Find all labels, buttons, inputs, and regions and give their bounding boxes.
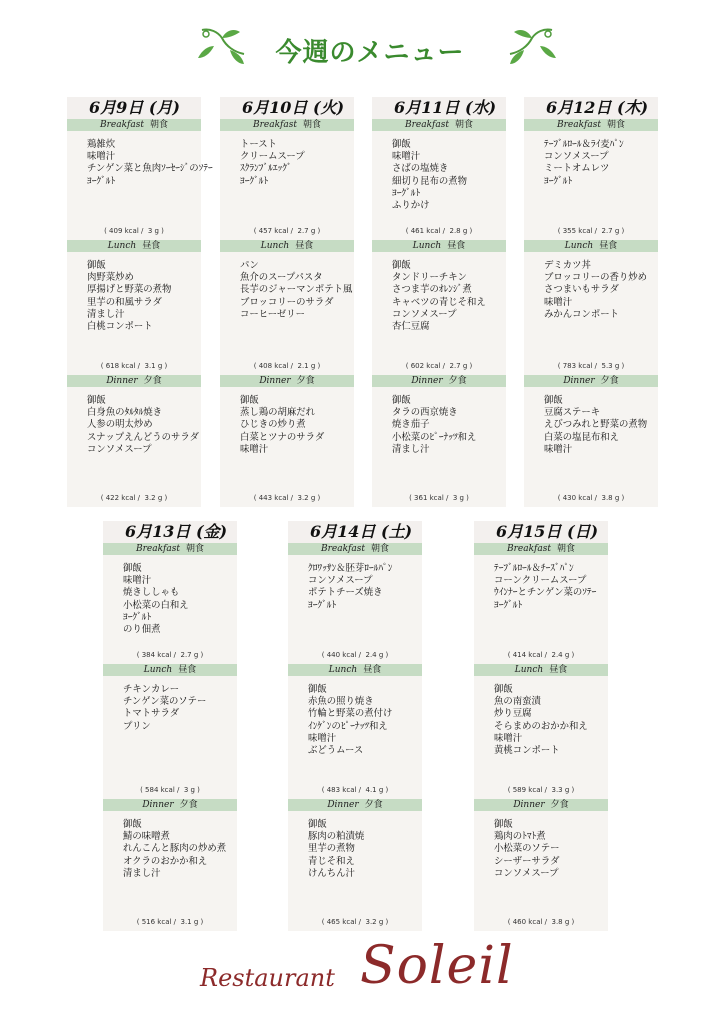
meal-header-lunch xyxy=(372,240,506,252)
salt-value: 3.2 g xyxy=(365,917,384,926)
meal-name-en: Lunch xyxy=(328,665,358,675)
menu-item: 白桃コンポート xyxy=(87,321,153,333)
menu-item: 炒り豆腐 xyxy=(494,708,532,720)
menu-item: ﾖｰｸﾞﾙﾄ xyxy=(123,611,152,623)
meal-name-en: Dinner xyxy=(142,800,174,810)
salt-value: 2.7 g xyxy=(180,650,199,659)
nutrition-info: ( 422 kcal / 3.2 g ) xyxy=(100,493,168,502)
menu-item: 御飯 xyxy=(123,819,142,830)
page-title: 今週のメニュー xyxy=(275,38,465,68)
day-column xyxy=(372,97,506,507)
kcal-value: 409 kcal xyxy=(109,226,139,235)
nutrition-info: ( 465 kcal / 3.2 g ) xyxy=(321,917,389,926)
meal-header-lunch xyxy=(67,240,201,252)
meal-name-en: Breakfast xyxy=(506,544,551,554)
menu-item: 長芋のジャーマンポテト風 xyxy=(240,284,353,296)
menu-item: 味噌汁 xyxy=(123,575,152,587)
meal-body-lunch xyxy=(67,252,201,375)
menu-item: 清まし汁 xyxy=(392,443,430,455)
nutrition-info: ( 460 kcal / 3.8 g ) xyxy=(507,917,575,926)
menu-item: デミカツ丼 xyxy=(544,260,591,271)
menu-item: コンソメスープ xyxy=(392,308,457,320)
day-column xyxy=(524,97,658,507)
meal-body-dinner xyxy=(103,811,237,931)
meal-name-ja: 朝食 xyxy=(606,120,625,130)
menu-item: コーンクリームスープ xyxy=(494,575,587,587)
salt-value: 2.4 g xyxy=(551,650,570,659)
menu-item: 御飯 xyxy=(494,684,513,695)
kcal-value: 355 kcal xyxy=(562,226,593,235)
nutrition-info: ( 584 kcal / 3 g ) xyxy=(140,785,200,794)
meal-header-dinner xyxy=(474,799,608,811)
menu-item: ﾖｰｸﾞﾙﾄ xyxy=(240,175,269,187)
nutrition-info: ( 443 kcal / 3.2 g ) xyxy=(253,493,321,502)
menu-item: 赤魚の照り焼き xyxy=(308,696,374,708)
kcal-value: 461 kcal xyxy=(410,226,441,235)
menu-item: 豆腐ステーキ xyxy=(544,407,601,419)
kcal-value: 589 kcal xyxy=(512,785,543,794)
meal-body-dinner xyxy=(474,811,608,931)
menu-item: コンソメスープ xyxy=(308,575,373,587)
day-date: 6月14日 (土) xyxy=(288,521,422,543)
restaurant-logo xyxy=(0,930,724,1010)
meal-name-en: Dinner xyxy=(513,800,545,810)
salt-value: 4.1 g xyxy=(365,785,384,794)
meal-body-breakfast xyxy=(524,131,658,240)
menu-item: 小松菜の白和え xyxy=(123,599,189,611)
title-area xyxy=(0,22,724,82)
nutrition-info: ( 355 kcal / 2.7 g ) xyxy=(557,226,625,235)
meal-body-dinner xyxy=(524,387,658,507)
menu-item: 清まし汁 xyxy=(123,867,161,879)
menu-item: 御飯 xyxy=(87,260,106,271)
menu-item: ブロッコリーの香り炒め xyxy=(544,272,647,284)
meal-body-breakfast xyxy=(67,131,213,240)
menu-item: 里芋の和風サラダ xyxy=(87,296,162,308)
meal-name-en: Lunch xyxy=(107,241,137,251)
salt-value: 2.4 g xyxy=(365,650,384,659)
menu-item: シーザーサラダ xyxy=(494,855,560,867)
meal-body-lunch xyxy=(372,252,506,375)
menu-item: 味噌汁 xyxy=(544,443,573,455)
salt-value: 3.2 g xyxy=(144,493,163,502)
day-column xyxy=(288,521,422,931)
salt-value: 3.3 g xyxy=(551,785,570,794)
meal-header-lunch xyxy=(524,240,658,252)
menu-item: トマトサラダ xyxy=(123,708,180,720)
meal-header-dinner xyxy=(220,375,354,387)
meal-body-breakfast xyxy=(288,555,422,664)
meal-name-en: Lunch xyxy=(564,241,594,251)
meal-body-dinner xyxy=(288,811,422,931)
menu-item: 細切り昆布の煮物 xyxy=(392,175,468,187)
meal-name-en: Breakfast xyxy=(404,120,449,130)
menu-item: 鯖の味噌煮 xyxy=(123,831,170,843)
menu-item: 蒸し鶏の胡麻だれ xyxy=(240,407,316,419)
restaurant-name: Soleil xyxy=(360,936,514,996)
meal-header-breakfast xyxy=(524,119,658,131)
meal-body-lunch xyxy=(474,676,608,799)
meal-name-en: Breakfast xyxy=(320,544,365,554)
menu-item: スナップえんどうのサラダ xyxy=(87,431,200,443)
meal-name-en: Lunch xyxy=(412,241,442,251)
day-date: 6月12日 (木) xyxy=(524,97,658,119)
meal-name-ja: 夕食 xyxy=(296,376,315,386)
salt-value: 3.1 g xyxy=(144,361,163,370)
meal-name-en: Breakfast xyxy=(135,544,180,554)
meal-name-ja: 夕食 xyxy=(143,376,162,386)
day-column xyxy=(220,97,354,507)
menu-item: 小松菜のﾋﾟｰﾅｯﾂ和え xyxy=(392,431,477,443)
menu-item: 豚肉の粕漬焼 xyxy=(308,831,365,843)
menu-item: 御飯 xyxy=(392,395,411,406)
meal-header-dinner xyxy=(372,375,506,387)
menu-item: 御飯 xyxy=(494,819,513,830)
leaf-ornament-icon xyxy=(196,24,246,70)
day-date: 6月11日 (水) xyxy=(372,97,506,119)
kcal-value: 457 kcal xyxy=(258,226,289,235)
nutrition-info: ( 408 kcal / 2.1 g ) xyxy=(253,361,321,370)
menu-item: ｸﾛﾜｯｻﾝ＆胚芽ﾛｰﾙﾊﾟﾝ xyxy=(308,563,393,574)
menu-item: 味噌汁 xyxy=(392,151,421,163)
menu-item: ﾖｰｸﾞﾙﾄ xyxy=(494,599,523,611)
menu-item: 御飯 xyxy=(87,395,106,406)
menu-item: 御飯 xyxy=(392,139,411,150)
day-column xyxy=(474,521,608,931)
kcal-value: 440 kcal xyxy=(326,650,357,659)
menu-item: プリン xyxy=(123,720,151,732)
salt-value: 3 g xyxy=(452,493,464,502)
menu-item: ﾖｰｸﾞﾙﾄ xyxy=(544,175,573,187)
menu-item: ｽｸﾗﾝﾌﾞﾙｴｯｸﾞ xyxy=(240,163,292,175)
day-column xyxy=(67,97,213,507)
menu-item: 清まし汁 xyxy=(87,308,125,320)
menu-item: けんちん汁 xyxy=(308,867,355,879)
menu-item: ぶどうムース xyxy=(308,745,364,757)
menu-item: ﾃｰﾌﾞﾙﾛｰﾙ＆ﾁｰｽﾞﾊﾟﾝ xyxy=(494,563,574,574)
menu-item: 里芋の煮物 xyxy=(308,843,355,855)
leaf-ornament-icon xyxy=(508,24,558,70)
meal-name-ja: 夕食 xyxy=(364,800,383,810)
menu-item: 御飯 xyxy=(544,395,563,406)
menu-item: 御飯 xyxy=(308,684,327,695)
meal-name-ja: 夕食 xyxy=(600,376,619,386)
salt-value: 5.3 g xyxy=(601,361,620,370)
meal-name-ja: 夕食 xyxy=(448,376,467,386)
menu-item: ｳｲﾝﾅｰとチンゲン菜のｿﾃｰ xyxy=(494,587,597,599)
nutrition-info: ( 602 kcal / 2.7 g ) xyxy=(405,361,473,370)
menu-item: ブロッコリーのサラダ xyxy=(240,296,334,308)
meal-name-ja: 昼食 xyxy=(295,241,314,251)
menu-item: チンゲン菜と魚肉ｿｰｾｰｼﾞのｿﾃｰ xyxy=(87,163,213,175)
menu-item: 白菜とツナのサラダ xyxy=(240,431,325,443)
menu-item: 味噌汁 xyxy=(87,151,116,163)
menu-item: 杏仁豆腐 xyxy=(392,321,430,333)
kcal-value: 618 kcal xyxy=(105,361,136,370)
meal-header-breakfast xyxy=(288,543,422,555)
restaurant-label: Restaurant xyxy=(200,964,335,992)
day-date: 6月9日 (月) xyxy=(67,97,201,119)
meal-body-dinner xyxy=(220,387,354,507)
meal-name-en: Dinner xyxy=(411,376,443,386)
menu-item: コンソメスープ xyxy=(544,151,609,163)
menu-item: 味噌汁 xyxy=(494,732,523,744)
menu-item: タラの西京焼き xyxy=(392,407,458,419)
menu-item: トースト xyxy=(240,139,278,150)
meal-name-en: Dinner xyxy=(106,376,138,386)
menu-item: 魚介のスープパスタ xyxy=(240,272,323,284)
menu-item: 鶏肉のﾄﾏﾄ煮 xyxy=(494,831,546,843)
meal-name-en: Breakfast xyxy=(99,120,144,130)
salt-value: 2.7 g xyxy=(297,226,316,235)
meal-name-ja: 朝食 xyxy=(185,544,204,554)
menu-item: ミートオムレツ xyxy=(544,163,610,175)
day-column xyxy=(103,521,237,931)
meal-name-ja: 夕食 xyxy=(550,800,569,810)
menu-item: オクラのおかか和え xyxy=(123,855,208,867)
menu-item: れんこんと豚肉の炒め煮 xyxy=(123,843,227,855)
menu-item: 青じそ和え xyxy=(308,855,355,867)
menu-item: ﾖｰｸﾞﾙﾄ xyxy=(308,599,337,611)
kcal-value: 516 kcal xyxy=(141,917,172,926)
kcal-value: 584 kcal xyxy=(145,785,175,794)
meal-name-en: Breakfast xyxy=(252,120,297,130)
day-date: 6月13日 (金) xyxy=(103,521,237,543)
menu-item: さばの塩焼き xyxy=(392,163,449,175)
meal-name-en: Lunch xyxy=(260,241,290,251)
menu-item: 御飯 xyxy=(123,563,142,574)
kcal-value: 602 kcal xyxy=(410,361,441,370)
meal-body-breakfast xyxy=(474,555,608,664)
meal-header-breakfast xyxy=(372,119,506,131)
meal-body-dinner xyxy=(372,387,506,507)
menu-item: 小松菜のソテー xyxy=(494,843,560,855)
meal-name-ja: 朝食 xyxy=(370,544,389,554)
menu-item: コーヒーゼリー xyxy=(240,308,306,320)
meal-header-breakfast xyxy=(220,119,354,131)
menu-item: ひじきの炒り煮 xyxy=(240,419,306,431)
menu-item: タンドリーチキン xyxy=(392,272,467,284)
nutrition-info: ( 430 kcal / 3.8 g ) xyxy=(557,493,625,502)
meal-name-ja: 朝食 xyxy=(149,120,168,130)
nutrition-info: ( 409 kcal / 3 g ) xyxy=(104,226,164,235)
kcal-value: 465 kcal xyxy=(326,917,357,926)
menu-item: チンゲン菜のソテー xyxy=(123,696,207,708)
menu-item: 味噌汁 xyxy=(544,296,573,308)
meal-name-ja: 昼食 xyxy=(549,665,568,675)
nutrition-info: ( 589 kcal / 3.3 g ) xyxy=(507,785,575,794)
meal-header-dinner xyxy=(67,375,201,387)
nutrition-info: ( 414 kcal / 2.4 g ) xyxy=(507,650,575,659)
nutrition-info: ( 516 kcal / 3.1 g ) xyxy=(136,917,204,926)
menu-item: 人参の明太炒め xyxy=(87,419,153,431)
salt-value: 3 g xyxy=(147,226,159,235)
salt-value: 2.7 g xyxy=(601,226,620,235)
meal-name-en: Lunch xyxy=(514,665,544,675)
menu-item: ポテトチーズ焼き xyxy=(308,587,383,599)
menu-item: 厚揚げと野菜の煮物 xyxy=(87,284,172,296)
meal-header-lunch xyxy=(474,664,608,676)
meal-name-ja: 昼食 xyxy=(178,665,197,675)
nutrition-info: ( 457 kcal / 2.7 g ) xyxy=(253,226,321,235)
meal-name-en: Dinner xyxy=(563,376,595,386)
kcal-value: 414 kcal xyxy=(512,650,543,659)
meal-header-breakfast xyxy=(103,543,237,555)
menu-item: パン xyxy=(240,260,259,271)
menu-item: そらまめのおかか和え xyxy=(494,720,588,732)
meal-body-breakfast xyxy=(103,555,237,664)
meal-name-en: Dinner xyxy=(259,376,291,386)
nutrition-info: ( 783 kcal / 5.3 g ) xyxy=(557,361,625,370)
menu-item: さつまいもサラダ xyxy=(544,284,619,296)
meal-name-ja: 朝食 xyxy=(556,544,575,554)
meal-header-lunch xyxy=(288,664,422,676)
meal-header-lunch xyxy=(220,240,354,252)
menu-item: コンソメスープ xyxy=(494,867,559,879)
meal-name-en: Breakfast xyxy=(556,120,601,130)
menu-item: 黄桃コンポート xyxy=(494,745,560,757)
salt-value: 2.7 g xyxy=(449,361,468,370)
meal-header-breakfast xyxy=(67,119,201,131)
menu-item: 竹輪と野菜の煮付け xyxy=(308,708,393,720)
kcal-value: 422 kcal xyxy=(105,493,136,502)
meal-header-lunch xyxy=(103,664,237,676)
kcal-value: 430 kcal xyxy=(562,493,593,502)
meal-body-breakfast xyxy=(372,131,506,240)
meal-name-ja: 昼食 xyxy=(599,241,618,251)
nutrition-info: ( 361 kcal / 3 g ) xyxy=(409,493,469,502)
kcal-value: 460 kcal xyxy=(512,917,543,926)
menu-item: のり佃煮 xyxy=(123,624,161,636)
meal-name-en: Lunch xyxy=(143,665,173,675)
day-date: 6月10日 (火) xyxy=(220,97,354,119)
salt-value: 3.1 g xyxy=(180,917,199,926)
menu-item: 鶏雑炊 xyxy=(87,139,116,150)
menu-item: コンソメスープ xyxy=(87,443,152,455)
nutrition-info: ( 618 kcal / 3.1 g ) xyxy=(100,361,168,370)
meal-name-ja: 昼食 xyxy=(363,665,382,675)
menu-item: 御飯 xyxy=(392,260,411,271)
menu-item: 御飯 xyxy=(240,395,259,406)
meal-header-dinner xyxy=(103,799,237,811)
nutrition-info: ( 483 kcal / 4.1 g ) xyxy=(321,785,389,794)
menu-item: みかんコンポート xyxy=(544,308,620,320)
kcal-value: 361 kcal xyxy=(414,493,444,502)
meal-name-ja: 朝食 xyxy=(454,120,473,130)
menu-item: キャベツの青じそ和え xyxy=(392,296,486,308)
nutrition-info: ( 384 kcal / 2.7 g ) xyxy=(136,650,204,659)
menu-item: 焼き茄子 xyxy=(392,419,430,431)
salt-value: 2.1 g xyxy=(297,361,316,370)
meal-name-ja: 夕食 xyxy=(179,800,198,810)
meal-body-lunch xyxy=(103,676,237,799)
meal-header-dinner xyxy=(288,799,422,811)
menu-item: 白菜の塩昆布和え xyxy=(544,431,620,443)
meal-body-lunch xyxy=(220,252,354,375)
meal-body-breakfast xyxy=(220,131,354,240)
nutrition-info: ( 461 kcal / 2.8 g ) xyxy=(405,226,473,235)
meal-header-breakfast xyxy=(474,543,608,555)
meal-name-en: Dinner xyxy=(327,800,359,810)
salt-value: 2.8 g xyxy=(449,226,468,235)
menu-item: チキンカレー xyxy=(123,684,180,695)
menu-item: ﾖｰｸﾞﾙﾄ xyxy=(392,187,421,199)
menu-item: ふりかけ xyxy=(392,200,430,212)
salt-value: 3.8 g xyxy=(551,917,570,926)
meal-name-ja: 朝食 xyxy=(302,120,321,130)
day-date: 6月15日 (日) xyxy=(474,521,608,543)
kcal-value: 443 kcal xyxy=(258,493,289,502)
meal-body-dinner xyxy=(67,387,201,507)
meal-name-ja: 昼食 xyxy=(447,241,466,251)
menu-item: 味噌汁 xyxy=(240,443,269,455)
meal-body-lunch xyxy=(524,252,658,375)
menu-item: 肉野菜炒め xyxy=(87,272,134,284)
menu-item: 魚の南蛮漬 xyxy=(494,696,541,708)
menu-item: えびつみれと野菜の煮物 xyxy=(544,419,648,431)
menu-item: 御飯 xyxy=(308,819,327,830)
menu-item: 焼きししゃも xyxy=(123,587,180,599)
menu-item: 味噌汁 xyxy=(308,732,337,744)
nutrition-info: ( 440 kcal / 2.4 g ) xyxy=(321,650,389,659)
menu-item: 白身魚のﾀﾙﾀﾙ焼き xyxy=(87,407,163,419)
kcal-value: 783 kcal xyxy=(562,361,593,370)
meal-name-ja: 昼食 xyxy=(142,241,161,251)
kcal-value: 483 kcal xyxy=(326,785,357,794)
meal-body-lunch xyxy=(288,676,422,799)
menu-item: ｲﾝｹﾞﾝのﾋﾟｰﾅｯﾂ和え xyxy=(308,720,388,732)
menu-item: さつま芋のｵﾚﾝｼﾞ煮 xyxy=(392,284,472,296)
salt-value: 3 g xyxy=(183,785,195,794)
meal-header-dinner xyxy=(524,375,658,387)
salt-value: 3.2 g xyxy=(297,493,316,502)
menu-item: クリームスープ xyxy=(240,151,305,163)
menu-item: ﾃｰﾌﾞﾙﾛｰﾙ＆ﾗｲ麦ﾊﾟﾝ xyxy=(544,139,624,150)
kcal-value: 408 kcal xyxy=(258,361,289,370)
kcal-value: 384 kcal xyxy=(141,650,172,659)
menu-item: ﾖｰｸﾞﾙﾄ xyxy=(87,175,116,187)
salt-value: 3.8 g xyxy=(601,493,620,502)
